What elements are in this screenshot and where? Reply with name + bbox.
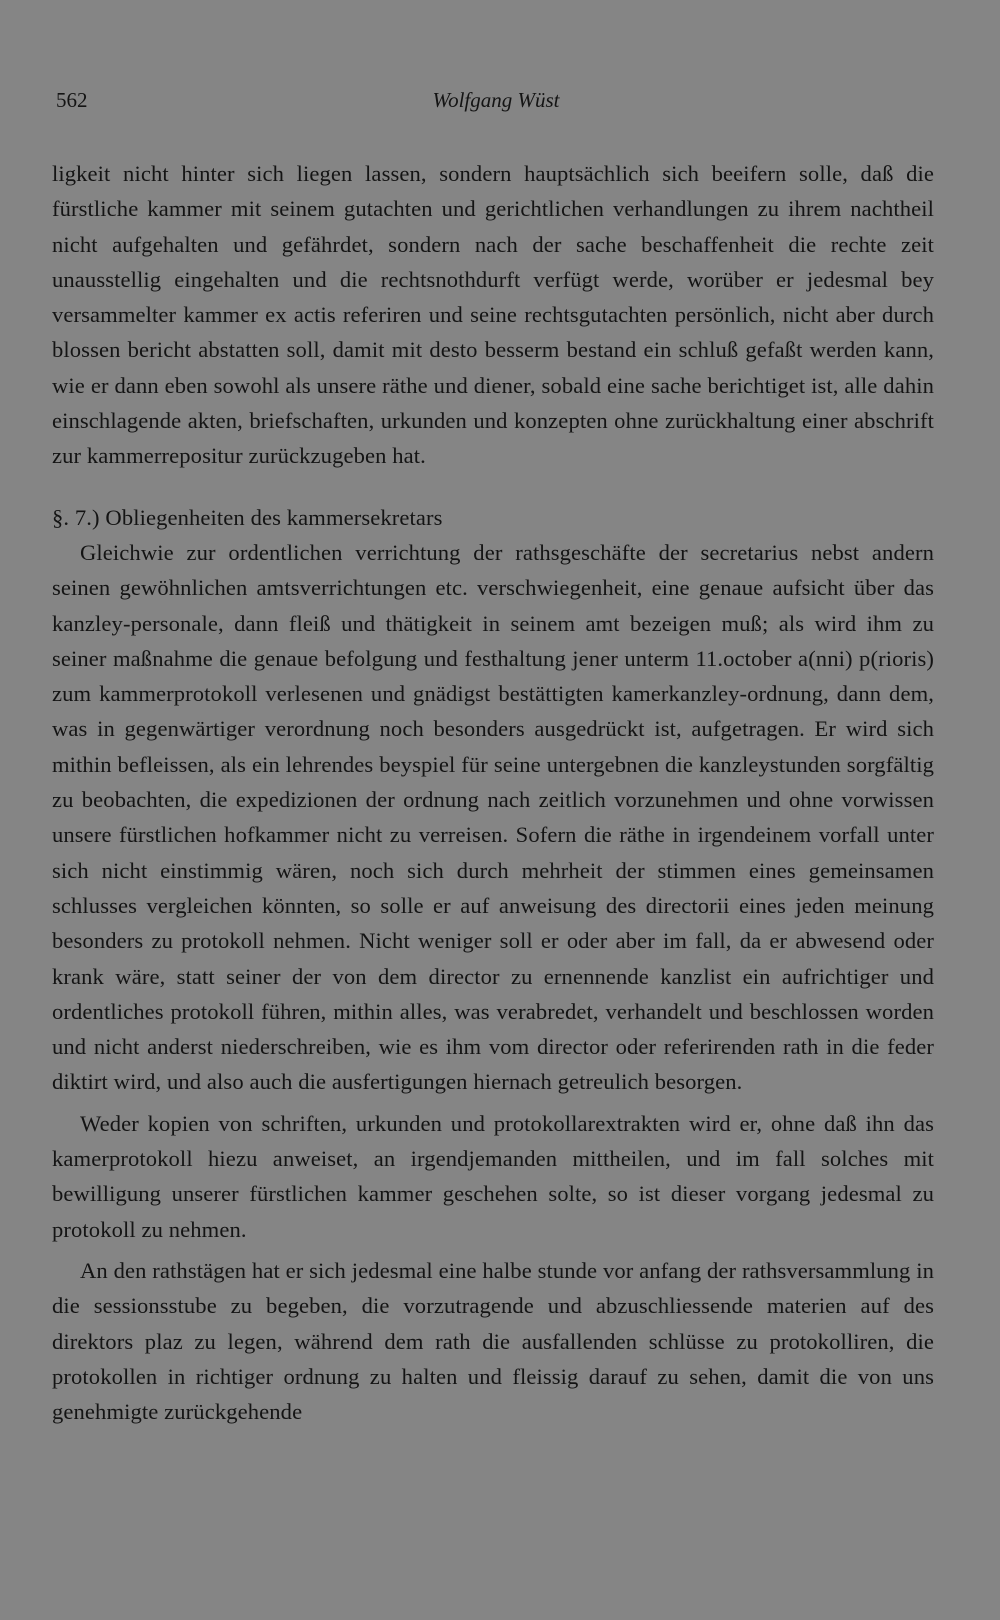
main-text <box>52 156 934 1429</box>
section-heading: §. 7.) Obliegenheiten des kammersekretars <box>52 504 443 530</box>
paragraph: Weder kopien von schriften, urkunden und protokollarextrakten wird er, ohne daß ihn das kamerprotokoll hiezu anweiset, an irgendjemanden mittheilen, und im fall solches mit bewilligung unserer fürstlichen kammer geschehen solte, so ist dieser vorgang jedesmal zu protokoll zu nehmen. <box>52 1110 934 1242</box>
spacer <box>52 474 934 500</box>
page-number: 562 <box>56 88 88 112</box>
continued-paragraph: ligkeit nicht hinter sich liegen lassen, sondern hauptsächlich sich beeifern solle, daß die fürstliche kammer mit seinem gutachten und gerichtlichen verhandlungen zu ihrem nachtheil nicht aufgehalten und gefährdet, sondern nach der sache beschaffenheit die rechte zeit unausstellig eingehalten und die rechtsnothdurft verfügt werde, worüber er jedesmal bey versammelter kammer ex actis referiren und seine rechtsgutachten persönlich, nicht aber durch blossen bericht abstatten soll, damit mit desto besserm bestand ein schluß gefaßt werden kann, wie er dann eben sowohl als unsere räthe und diener, sobald eine sache berichtiget ist, alle dahin einschlagende akten, briefschaften, urkunden und konzepten ohne zurückhaltung einer abschrift zur kammerrepositur zurückzugeben hat. <box>52 161 934 469</box>
paragraph: Gleichwie zur ordentlichen verrichtung der rathsgeschäfte der secretarius nebst andern seinen gewöhnlichen amtsverrichtungen etc. verschwiegenheit, eine genaue aufsicht über das kanzley-personale, dann fleiß und thätigkeit in seinem amt bezeigen muß; als wird ihm zu seiner maßnahme die genaue befolgung und festhaltung jener unterm 11.october a(nni) p(rioris) zum kammerprotokoll verlesenen und gnädigst bestättigten kamerkanzley-ordnung, dann dem, was in gegenwärtiger verordnung noch besonders ausgedrückt ist, aufgetragen. Er wird sich mithin befleissen, als ein lehrendes beyspiel für seine untergebnen die kanzleystunden sorgfältig zu beobachten, die expedizionen der ordnung nach zeitlich vorzunehmen und ohne vorwissen unsere fürstlichen hofkammer nicht zu verreisen. Sofern die räthe in irgendeinem vorfall unter sich nicht einstimmig wären, noch sich durch mehrheit der stimmen eines gemeinsamen schlusses vergleichen könnten, so solle er auf anweisung des directorii eines jeden meinung besonders zu protokoll nehmen. Nicht weniger soll er oder aber im fall, da er abwesend oder krank wäre, statt seiner der von dem director zu ernennende kanzlist ein aufrichtiger und ordentliches protokoll führen, mithin alles, was verabredet, verhandelt und beschlossen worden und nicht anderst niederschreiben, wie es ihm vom director oder referirenden rath in die feder diktirt wird, und also auch die ausfertigungen hiernach getreulich besorgen. <box>52 539 934 1095</box>
running-title-author: Wolfgang Wüst <box>432 88 560 112</box>
paragraph: An den rathstägen hat er sich jedesmal eine halbe stunde vor anfang der rathsversammlung in die sessionsstube zu begeben, die vorzutragende und abzuschliessende materien auf des direktors plaz zu legen, während dem rath die ausfallenden schlüsse zu protokolliren, die protokollen in richtiger ordnung zu halten und fleissig darauf zu sehen, damit die von uns genehmigte zurückgehende <box>52 1257 934 1425</box>
running-header <box>56 88 936 124</box>
